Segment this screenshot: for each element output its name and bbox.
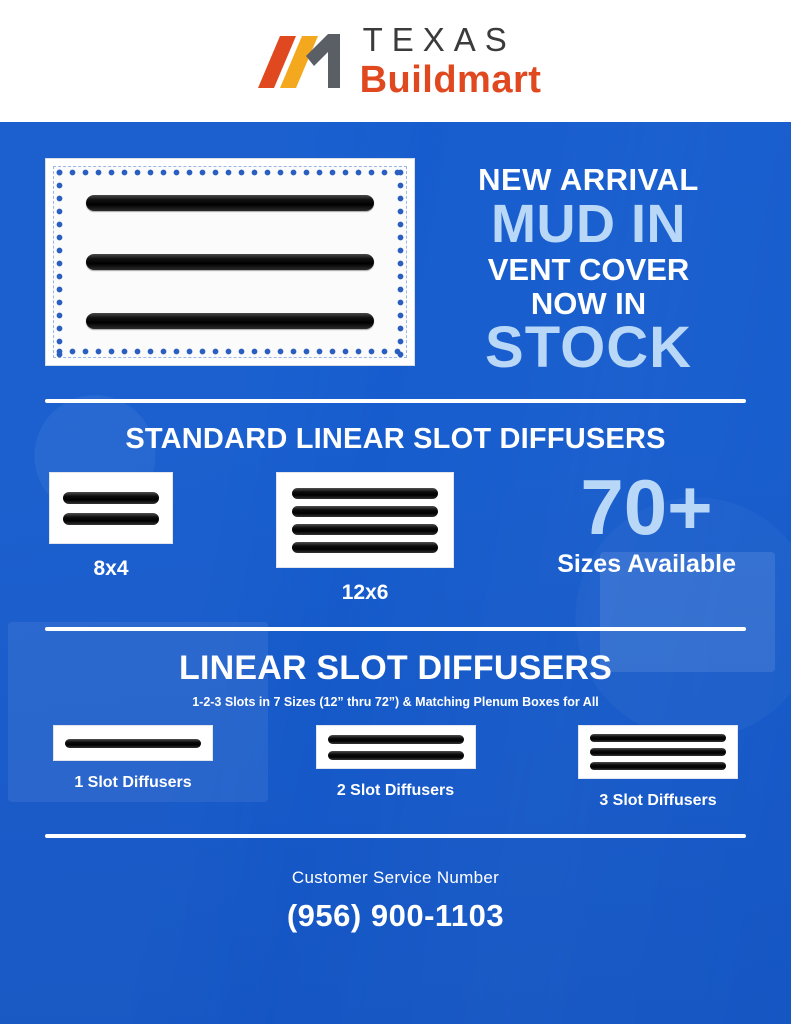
- divider-middle: [45, 627, 746, 631]
- diffuser-slot: [63, 492, 159, 504]
- diffuser-slot: [292, 488, 438, 499]
- sizes-count: 70+: [580, 463, 713, 552]
- linear-section-title: LINEAR SLOT DIFFUSERS: [179, 649, 612, 688]
- brand-name-buildmart: Buildmart: [359, 59, 542, 101]
- standard-products-row: [45, 463, 746, 605]
- customer-service-label: Customer Service Number: [291, 868, 500, 888]
- diffuser-slot: [65, 739, 201, 748]
- vent-slat: [86, 195, 374, 211]
- texas-buildmart-logo-icon: [250, 26, 346, 96]
- diffuser-slot: [328, 751, 464, 760]
- product-label: 12x6: [341, 581, 389, 605]
- main-blue-panel: [0, 122, 791, 1024]
- mud-in-vent-cover-photo: [45, 158, 415, 366]
- diffuser-12x6-photo: [276, 472, 454, 568]
- two-slot-diffuser-photo: [316, 725, 476, 769]
- product-8x4[interactable]: [49, 472, 173, 581]
- hero-line-new-arrival: NEW ARRIVAL: [478, 162, 699, 197]
- one-slot-diffuser-photo: [53, 725, 213, 761]
- brand-wordmark: [360, 23, 542, 99]
- customer-service-phone[interactable]: (956) 900-1103: [286, 898, 505, 934]
- diffuser-slot: [63, 513, 159, 525]
- sizes-count-label: Sizes Available: [557, 550, 736, 579]
- footer: [45, 868, 746, 934]
- diffuser-slot: [292, 506, 438, 517]
- product-3-slot[interactable]: [578, 725, 738, 810]
- diffuser-slot: [292, 542, 438, 553]
- header: [0, 0, 791, 122]
- diffuser-slot: [590, 734, 726, 742]
- linear-products-row: [45, 725, 746, 810]
- vent-slat: [86, 313, 374, 329]
- divider-top: [45, 399, 746, 403]
- product-1-slot[interactable]: [53, 725, 213, 810]
- brand-logo: [250, 23, 542, 99]
- sizes-available-block: [557, 463, 742, 579]
- product-label: 8x4: [93, 557, 129, 581]
- diffuser-slot: [590, 748, 726, 756]
- hero-line-vent-cover: VENT COVER: [487, 251, 690, 287]
- standard-section-title: STANDARD LINEAR SLOT DIFFUSERS: [125, 423, 666, 456]
- product-label: 3 Slot Diffusers: [599, 792, 717, 810]
- product-2-slot[interactable]: [316, 725, 476, 810]
- diffuser-8x4-photo: [49, 472, 173, 544]
- hero-line-stock: STOCK: [485, 315, 692, 381]
- vent-slats: [86, 195, 374, 329]
- linear-section-subtitle: 1-2-3 Slots in 7 Sizes (12” thru 72”) & Matching Plenum Boxes for All: [192, 695, 599, 710]
- diffuser-slot: [590, 762, 726, 770]
- hero-section: [45, 122, 746, 381]
- diffuser-slot: [328, 735, 464, 744]
- product-label: 1 Slot Diffusers: [74, 774, 192, 792]
- vent-slat: [86, 254, 374, 270]
- brand-name-texas: TEXAS: [362, 21, 516, 58]
- diffuser-slot: [292, 524, 438, 535]
- divider-bottom: [45, 834, 746, 838]
- product-12x6[interactable]: [276, 472, 454, 605]
- three-slot-diffuser-photo: [578, 725, 738, 779]
- hero-line-now-in: NOW IN: [530, 285, 647, 321]
- product-label: 2 Slot Diffusers: [336, 782, 455, 800]
- hero-headline: [431, 158, 746, 381]
- hero-line-mud-in: MUD IN: [491, 193, 686, 254]
